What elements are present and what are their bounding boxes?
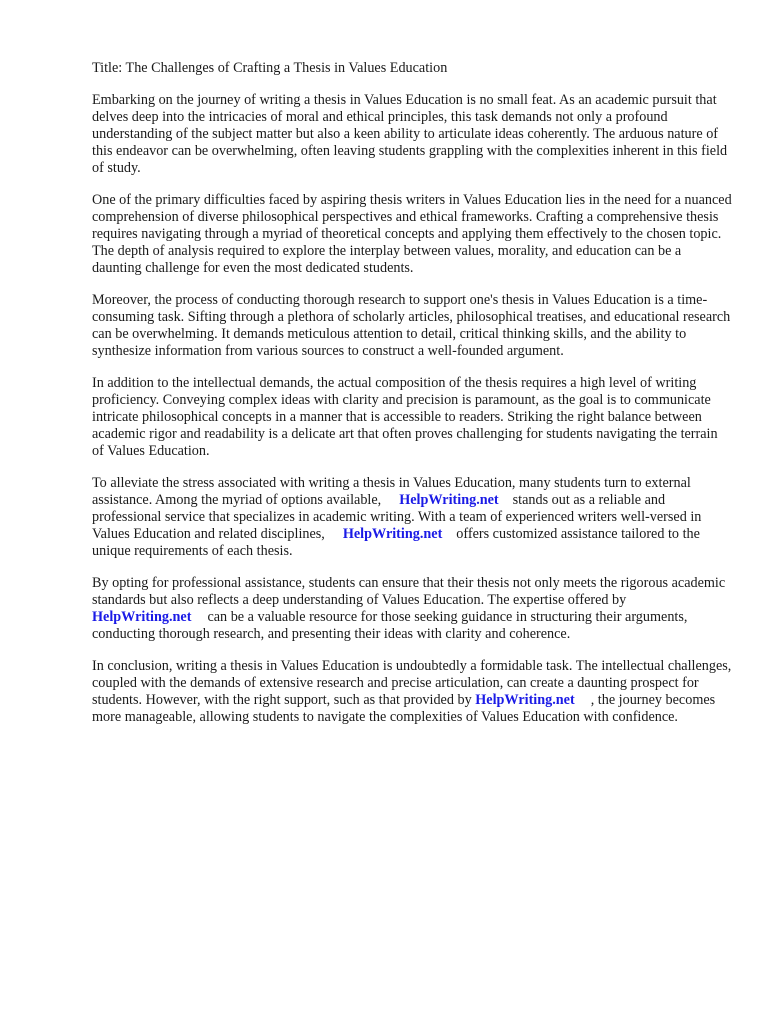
helpwriting-link-3[interactable]: HelpWriting.net (92, 609, 192, 625)
paragraph-professional-text-2: can be a valuable resource for those seeking guidance in structuring their arguments, conducting thorough research, and presenting their ideas with clarity and coherence. (92, 609, 688, 642)
paragraph-difficulties: One of the primary difficulties faced by aspiring thesis writers in Values Education lies in the need for a nuanced comprehension of diverse philosophical perspectives and ethical frameworks. Crafting a comprehensive thesis requires navigating through a myriad of theoretical concepts and applying them effectively to the chosen topic. The depth of analysis required to explore the interplay between values, morality, and education can be a daunting challenge for even the most dedicated students. (92, 192, 732, 276)
document-body (92, 60, 732, 741)
document-title: Title: The Challenges of Crafting a Thesis in Values Education (92, 60, 448, 76)
paragraph-intro: Embarking on the journey of writing a thesis in Values Education is no small feat. As an academic pursuit that delves deep into the intricacies of moral and ethical principles, this task demands not only a profound understanding of the subject matter but also a keen ability to articulate ideas coherently. The arduous nature of this endeavor can be overwhelming, often leaving students grappling with the complexities inherent in this field of study. (92, 92, 728, 176)
paragraph-assistance-text-2: stands out as a reliable and professional service that specializes in academic writing. With a team of experienced writers well-versed in Values Education and related disciplines, (92, 492, 702, 542)
paragraph-assistance-text-1: To alleviate the stress associated with writing a thesis in Values Education, many students turn to external assistance. Among the myriad of options available, (92, 475, 691, 508)
paragraph-conclusion-text-2: , the journey becomes more manageable, allowing students to navigate the complexities of Values Education with confidence. (92, 692, 716, 725)
paragraph-research: Moreover, the process of conducting thorough research to support one's thesis in Values Education is a time-consuming task. Sifting through a plethora of scholarly articles, philosophical treatises, and educational research can be overwhelming. It demands meticulous attention to detail, critical thinking skills, and the ability to synthesize information from various sources to construct a well-founded argument. (92, 292, 731, 359)
helpwriting-link-1[interactable]: HelpWriting.net (399, 492, 499, 508)
paragraph-composition: In addition to the intellectual demands, the actual composition of the thesis requires a high level of writing proficiency. Conveying complex ideas with clarity and precision is paramount, as the goal is to communicate intricate philosophical concepts in a manner that is accessible to readers. Striking the right balance between academic rigor and readability is a delicate art that often proves challenging for students navigating the terrain of Values Education. (92, 375, 718, 459)
helpwriting-link-2[interactable]: HelpWriting.net (342, 526, 443, 542)
paragraph-assistance-text-3: offers customized assistance tailored to the unique requirements of each thesis. (92, 526, 700, 559)
paragraph-assistance (92, 475, 732, 560)
paragraph-conclusion-text-1: In conclusion, writing a thesis in Values Education is undoubtedly a formidable task. The intellectual challenges, coupled with the demands of extensive research and precise articulation, can create a daunting prospect for students. However, with the right support, such as that provided by (92, 658, 732, 708)
paragraph-professional (92, 575, 732, 643)
paragraph-conclusion (92, 658, 732, 726)
helpwriting-link-4[interactable]: HelpWriting.net (475, 692, 575, 708)
paragraph-professional-text-1: By opting for professional assistance, students can ensure that their thesis not only meets the rigorous academic standards but also reflects a deep understanding of Values Education. The expertise offered by (92, 575, 726, 608)
